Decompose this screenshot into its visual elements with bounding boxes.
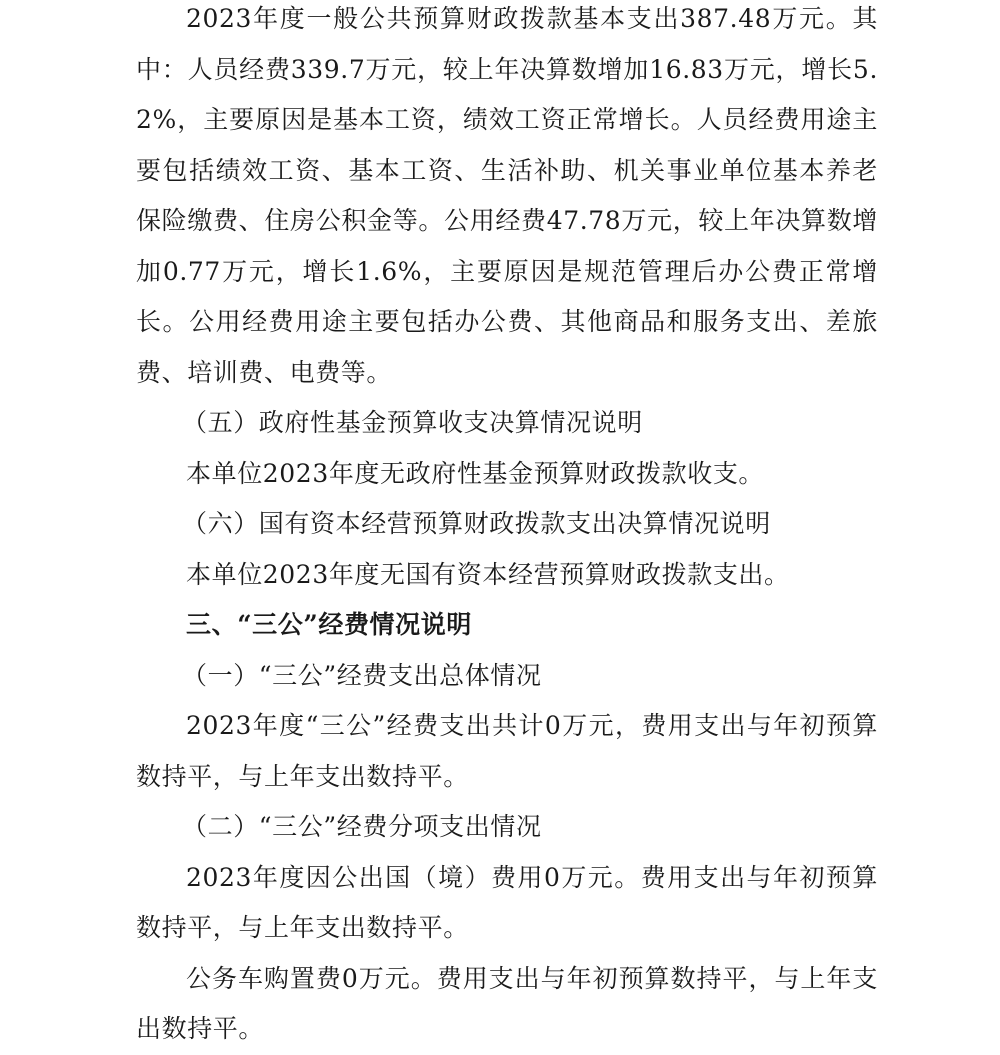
paragraph-vehicle-purchase: 公务车购置费0万元。费用支出与年初预算数持平，与上年支出数持平。 bbox=[136, 963, 878, 1043]
paragraph-basic-expenditure: 2023年度一般公共预算财政拨款基本支出387.48万元。其中：人员经费339.7万元，较上年决算数增加16.83万元，增长5.2%，主要原因是基本工资，绩效工资正常增长。人员经费用途主要包括绩效工资、基本工资、生活补助、机关事业单位基本养老保险缴费、住房公积金等。公用经费47.78万元，较上年决算数增加0.77万元，增长1.6%，主要原因是规范管理后办公费正常增长。公用经费用途主要包括办公费、其他商品和服务支出、差旅费、培训费、电费等。 bbox=[136, 4, 878, 387]
document-page bbox=[136, 0, 878, 1055]
heading-government-fund: （五）政府性基金预算收支决算情况说明 bbox=[182, 408, 643, 437]
heading-three-public: 三、“三公”经费情况说明 bbox=[186, 610, 472, 639]
paragraph-state-capital: 本单位2023年度无国有资本经营预算财政拨款支出。 bbox=[186, 559, 790, 589]
paragraph-three-public-overall: 2023年度“三公”经费支出共计0万元，费用支出与年初预算数持平，与上年支出数持平。 bbox=[136, 711, 878, 791]
heading-three-public-overall: （一）“三公”经费支出总体情况 bbox=[182, 660, 542, 690]
paragraph-overseas-travel: 2023年度因公出国（境）费用0万元。费用支出与年初预算数持平，与上年支出数持平。 bbox=[136, 862, 878, 942]
heading-state-capital: （六）国有资本经营预算财政拨款支出决算情况说明 bbox=[182, 509, 771, 538]
heading-three-public-items: （二）“三公”经费分项支出情况 bbox=[182, 812, 542, 841]
paragraph-government-fund: 本单位2023年度无政府性基金预算财政拨款收支。 bbox=[186, 458, 765, 488]
